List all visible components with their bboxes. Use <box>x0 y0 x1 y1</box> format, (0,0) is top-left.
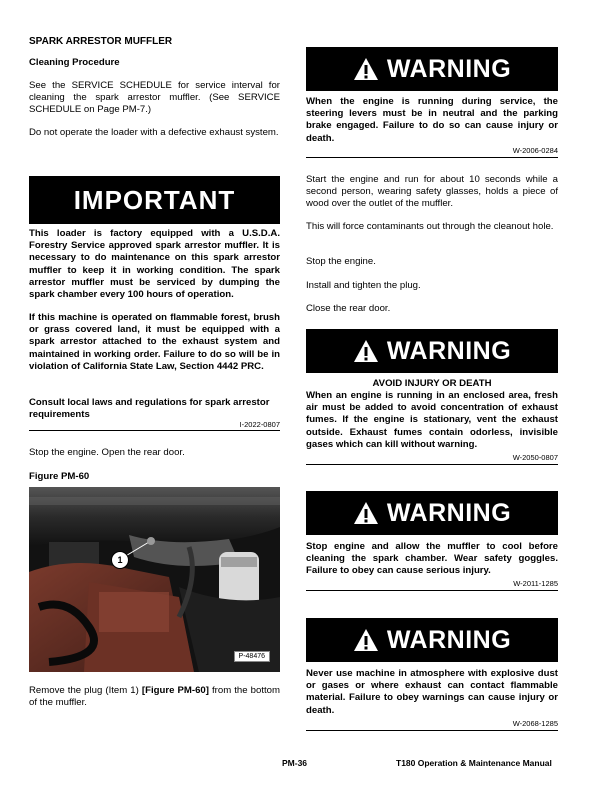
warning-heading-2: AVOID INJURY OR DEATH <box>372 378 492 389</box>
important-paragraph-1: This loader is factory equipped with a U.S.D.A. Forestry Service approved spark arrestor muffler. It is necessary to do maintenance on this spark arrestor muffler to keep it in working condition. The spark arrestor muffler must be serviced by dumping the spark chamber every 100 hours of operation. <box>29 228 280 301</box>
engine-photo <box>29 487 280 672</box>
warning-banner-3 <box>306 491 558 535</box>
important-paragraph-2: If this machine is operated on flammable forest, brush or grass covered land, it must be equipped with a spark arrestor attached to the exhaust system and maintained in working order. Failure to do so will be in violation of California State Law, Section 4442 PRC. <box>29 312 280 372</box>
important-paragraph-3: Consult local laws and regulations for spark arrestor requirements <box>29 397 270 421</box>
warning-label-4: WARNING <box>386 625 512 654</box>
figure-id: P-48476 <box>234 651 270 662</box>
start-engine-paragraph: Start the engine and run for about 10 seconds while a second person, wearing safety glasses, holds a piece of wood over the outlet of the muffler. <box>306 174 558 210</box>
stop-engine-paragraph: Stop the engine. <box>306 256 376 267</box>
warning-banner-4 <box>306 618 558 662</box>
warning-label-1: WARNING <box>386 54 512 83</box>
install-plug-paragraph: Install and tighten the plug. <box>306 280 421 291</box>
warning-text-2: When an engine is running in an enclosed area, fresh air must be added to avoid concentration of exhaust fumes. If the engine is stationary, vent the exhaust outside. Exhaust fumes contain odorless, invisible gases which can kill without warning. <box>306 390 558 450</box>
remove-plug-text: Remove the plug (Item 1) <box>29 685 142 696</box>
warning-rule-3 <box>306 590 558 591</box>
warning-text-1: When the engine is running during service, the steering levers must be in neutral and the parking brake engaged. Failure to do so can cause injury or death. <box>306 96 558 144</box>
warning-code-3: W-2011-1285 <box>513 579 558 588</box>
warning-triangle-icon <box>353 628 379 652</box>
remove-plug-step <box>29 685 280 709</box>
warning-triangle-icon <box>353 57 379 81</box>
important-banner <box>29 176 280 224</box>
defective-exhaust-paragraph: Do not operate the loader with a defective exhaust system. <box>29 127 279 138</box>
important-label: IMPORTANT <box>73 184 236 215</box>
warning-rule-4 <box>306 730 558 731</box>
remove-plug-text-end: from the bottom of the muffler. <box>29 685 280 709</box>
warning-rule-1 <box>306 157 558 158</box>
warning-code-2: W-2050-0807 <box>512 453 558 462</box>
warning-label-3: WARNING <box>386 498 512 527</box>
page-number: PM-36 <box>282 758 308 768</box>
warning-code-4: W-2068-1285 <box>512 719 558 728</box>
figure-reference: [Figure PM-60] <box>141 685 209 696</box>
warning-triangle-icon <box>353 501 379 525</box>
section-title: SPARK ARRESTOR MUFFLER <box>29 36 173 47</box>
close-door-paragraph: Close the rear door. <box>306 303 391 314</box>
important-rule <box>29 430 280 431</box>
warning-text-3: Stop engine and allow the muffler to cool before cleaning the spark chamber. Wear safety goggles. Failure to obey can cause serious injury. <box>306 541 558 577</box>
warning-banner-2 <box>306 329 558 373</box>
intro-paragraph: See the SERVICE SCHEDULE for service interval for cleaning the spark arrestor muffler. (See SERVICE SCHEDULE on Page PM-7.) <box>29 80 280 116</box>
figure-label: Figure PM-60 <box>29 471 90 482</box>
contaminants-paragraph: This will force contaminants out through the cleanout hole. <box>306 221 554 232</box>
stop-engine-step: Stop the engine. Open the rear door. <box>29 447 185 458</box>
callout-item-1: 1 <box>111 551 129 569</box>
important-code: I-2022-0807 <box>239 420 280 429</box>
warning-triangle-icon <box>353 339 379 363</box>
subsection-title: Cleaning Procedure <box>29 57 120 68</box>
warning-label-2: WARNING <box>386 336 512 365</box>
engine-photo-illustration <box>29 487 280 672</box>
warning-banner-1 <box>306 47 558 91</box>
warning-rule-2 <box>306 464 558 465</box>
manual-title: T180 Operation & Maintenance Manual <box>396 758 552 768</box>
warning-code-1: W-2006-0284 <box>512 146 558 155</box>
warning-text-4: Never use machine in atmosphere with explosive dust or gases or where exhaust can contact flammable material. Failure to obey warnings can cause injury or death. <box>306 668 558 716</box>
